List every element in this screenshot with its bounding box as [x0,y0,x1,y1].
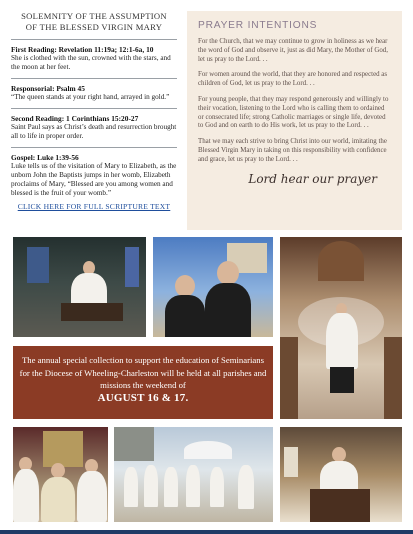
stained-glass-window [27,247,49,283]
reading-heading: First Reading: Revelation 11:19a; 12:1-6a, 10 [11,45,154,54]
responsorial-psalm [11,84,177,102]
prayer-intention: That we may each strive to bring Christ into our world, imitating the Blessed Virgin Mary in taking on this responsibility with confidence and grace, let us pray to the Lord. . . [198,138,387,163]
photo-incense-procession [280,237,402,419]
person-vestment [144,465,158,507]
reading-text: Luke tells us of the visitation of Mary to Elizabeth, as the unborn John the Baptists jumps in her womb, Elizabeth proclaims of Mary, “Blessed are you among women and blessed is the fruit of your womb.” [11,162,177,197]
reading-text: “The queen stands at your right hand, arrayed in gold.” [11,93,170,101]
lectern [310,489,370,522]
photo-priest-at-ambo [13,237,146,337]
hymn-board [284,447,298,477]
ambo [61,303,123,321]
prayer-title: PRAYER INTENTIONS [198,20,318,31]
person-vestment [41,477,75,522]
prayer-intention: For young people, that they may respond generously and willingly to their vocation, listening to the Lord who is calling them to ordained or consecrated life; strong Catholic marriages or single life, devoted to God and on earth to do His work, let us pray to the Lord. . . [198,95,389,130]
photo-two-clergy [153,237,273,337]
clerical-attire [165,295,205,337]
person-vestment [77,471,107,522]
person-vestment [326,313,358,369]
person-vestment [164,467,178,507]
banner-date: AUGUST 16 & 17. [97,391,189,404]
pews [280,337,298,419]
divider [11,108,177,109]
stained-glass-window [125,247,139,287]
prayer-signature: Lord hear our prayer [248,171,377,186]
altar-canopy [318,241,364,281]
divider [11,39,177,40]
footer-bar [0,530,413,534]
photo-priest-at-lectern [280,427,402,522]
gospel-reading [11,153,177,198]
reading-heading: Responsorial: Psalm 45 [11,84,85,93]
prayer-intention: For the Church, that we may continue to grow in holiness as we hear the word of God and observe it, just as did Mary, the Mother of God, let us pray to the Lord. . . [198,38,388,63]
painting-frame [43,431,83,467]
second-reading [11,114,177,141]
person-vestment [13,469,39,522]
white-tent [184,441,232,459]
person-vestment [210,467,224,507]
person-head [332,447,346,462]
readings-column [11,10,177,211]
cassock [330,367,354,393]
reading-heading: Second Reading: 1 Corinthians 15:20-27 [11,114,139,123]
full-scripture-link[interactable]: CLICK HERE FOR FULL SCRIPTURE TEXT [17,202,171,211]
clerical-attire [205,283,251,337]
first-reading [11,45,177,72]
solemnity-title: SOLEMNITY OF THE ASSUMPTION OF THE BLESSED VIRGIN MARY [21,11,167,32]
prayer-intention: For women around the world, that they are honored and respected as children of God, let us pray to the Lord. . . [198,71,388,88]
building [114,427,154,461]
person-vestment [238,465,254,509]
reading-heading: Gospel: Luke 1:39-56 [11,153,79,162]
person-vestment [124,467,138,507]
divider [11,147,177,148]
pews [384,337,402,419]
reading-text: She is clothed with the sun, crowned with the stars, and the moon at her feet. [11,54,171,71]
person-vestment [186,465,200,507]
photo-clergy-group [13,427,108,522]
divider [11,78,177,79]
banner-text: The annual special collection to support the education of Seminarians for the Diocese of Wheeling-Charleston will be held at all parishes and missions the weekend of [19,355,267,390]
person-head [217,261,239,285]
reading-text: Saint Paul says as Christ’s death and resurrection brought all to life in proper order. [11,123,177,140]
photo-outdoor-procession [114,427,273,522]
person-head [51,463,65,478]
prayer-intentions-box [187,11,402,230]
collection-banner [13,346,273,419]
person-head [175,275,195,297]
